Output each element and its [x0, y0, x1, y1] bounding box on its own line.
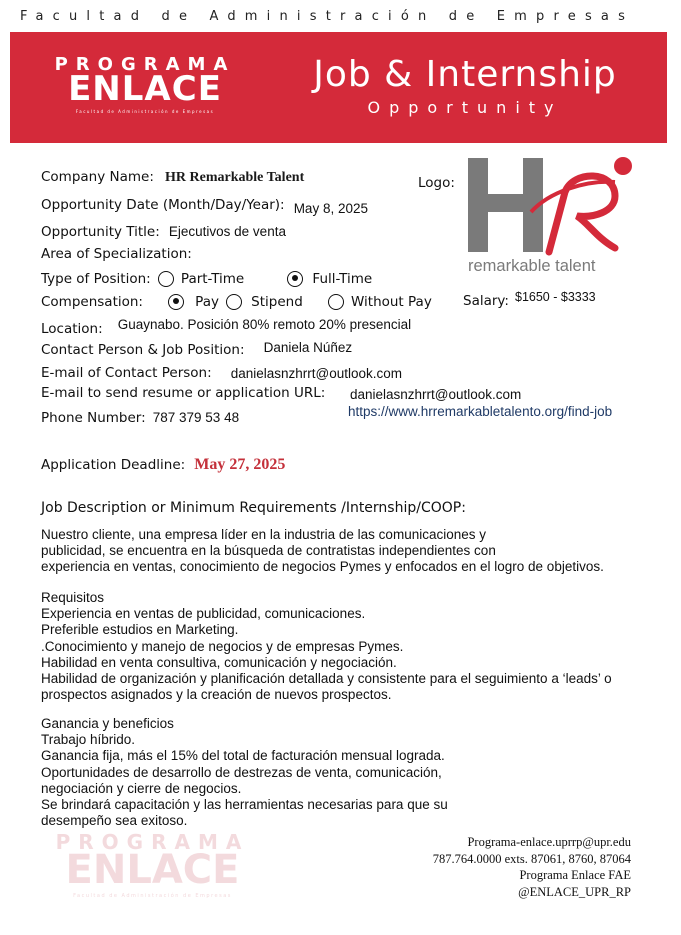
logo-program-text: PROGRAMA [54, 54, 236, 75]
requirements-list [41, 590, 621, 703]
contact-row [41, 339, 352, 358]
requirement-item: Habilidad en venta consultiva, comunicación y negociación. [41, 654, 397, 670]
company-value: HR Remarkable Talent [165, 170, 305, 185]
intro-line: Nuestro cliente, una empresa líder en la industria de las comunicaciones y [41, 527, 486, 542]
stipend-radio[interactable] [226, 294, 242, 310]
opportunity-title-value: Ejecutivos de venta [168, 224, 286, 239]
deadline-label: Application Deadline: [41, 457, 186, 473]
page-title: Job & Internship [313, 54, 617, 95]
compensation-row [41, 291, 432, 310]
email-value: danielasnzhrrt@outlook.com [230, 366, 403, 381]
resume-url-link[interactable]: https://www.hrremarkabletalento.org/find-job [348, 404, 613, 419]
requirements-heading: Requisitos [41, 590, 105, 605]
benefit-item: Se brindará capacitación y las herramientas necesarias para que su [41, 797, 448, 813]
location-row [41, 314, 412, 337]
without-pay-radio[interactable] [328, 294, 344, 310]
deadline-value: May 27, 2025 [194, 456, 286, 473]
email-row [41, 362, 402, 381]
benefit-item: Ganancia fija, más el 15% del total de facturación mensual lograda. [41, 748, 445, 764]
contact-value: Daniela Núñez [263, 340, 353, 355]
benefit-item: desempeño sea exitoso. [41, 813, 188, 829]
requirement-item: Experiencia en ventas de publicidad, comunicaciones. [41, 606, 366, 622]
benefit-item: negociación y cierre de negocios. [41, 780, 242, 796]
full-time-label: Full-Time [312, 271, 373, 287]
logo-enlace-text: ENLACE [68, 69, 222, 109]
footer-contact [433, 834, 631, 900]
position-type-row [41, 268, 372, 287]
email-label: E-mail of Contact Person: [41, 365, 212, 381]
salary-label: Salary: [463, 293, 509, 309]
opportunity-title-label: Opportunity Title: [41, 224, 160, 240]
compensation-label: Compensation: [41, 294, 143, 310]
area-label: Area of Specialization: [41, 246, 192, 262]
logo-label: Logo: [418, 175, 455, 191]
watermark-subtitle: Facultad de Administración de Empresas [73, 893, 232, 899]
location-value: Guaynabo. Posición 80% remoto 20% presencial [117, 317, 412, 332]
logo-subtitle: Facultad de Administración de Empresas [75, 109, 215, 114]
requirement-item: Preferible estudios en Marketing. [41, 622, 239, 638]
part-time-radio[interactable] [158, 271, 174, 287]
footer-name: Programa Enlace FAE [519, 868, 631, 882]
requirement-item: .Conocimiento y manejo de negocios y de empresas Pymes. [41, 638, 404, 654]
opportunity-title-row [41, 221, 286, 240]
intro-line: publicidad, se encuentra en la búsqueda de contratistas independientes con [41, 543, 496, 559]
header-banner [10, 32, 667, 143]
footer-email[interactable]: Programa-enlace.uprrp@upr.edu [467, 835, 631, 849]
faculty-name: Facultad de Administración de Empresas [20, 9, 635, 24]
pay-radio[interactable] [168, 294, 184, 310]
logo-tagline: remarkable talent [468, 257, 596, 275]
resume-email[interactable]: danielasnzhrrt@outlook.com [350, 387, 522, 402]
salary-value: $1650 - $3333 [515, 290, 596, 304]
watermark-enlace: ENLACE [65, 847, 240, 893]
requirement-item: prospectos asignados y la creación de nuevos prospectos. [41, 687, 392, 703]
footer-phone: 787.764.0000 exts. 87061, 8760, 87064 [432, 851, 631, 866]
company-logo [465, 152, 645, 282]
without-pay-label: Without Pay [350, 294, 432, 310]
location-label: Location: [41, 321, 103, 337]
phone-label: Phone Number: [41, 410, 146, 426]
resume-label: E-mail to send resume or application URL: [41, 385, 326, 401]
description-heading: Job Description or Minimum Requirements /Internship/COOP: [41, 500, 466, 516]
phone-row [41, 407, 239, 426]
benefits-list [41, 716, 621, 829]
pay-label: Pay [195, 294, 219, 310]
benefit-item: Oportunidades de desarrollo de destrezas de venta, comunicación, [41, 764, 442, 780]
contact-label: Contact Person & Job Position: [41, 342, 245, 358]
type-label: Type of Position: [41, 271, 151, 287]
page-subtitle: Opportunity [367, 98, 563, 117]
date-value: May 8, 2025 [293, 201, 368, 216]
company-row [41, 166, 304, 186]
part-time-label: Part-Time [180, 271, 245, 287]
description-intro [41, 527, 621, 576]
footer-social[interactable]: @ENLACE_UPR_RP [518, 884, 631, 899]
requirement-item: Habilidad de organización y planificación detallada y consistente para el seguimiento a ‘leads’ o [41, 671, 612, 687]
date-label: Opportunity Date (Month/Day/Year): [41, 197, 285, 213]
intro-line: experiencia en ventas, conocimiento de negocios Pymes y enfocados en el logro de objetivos. [41, 559, 604, 575]
benefits-heading: Ganancia y beneficios [41, 716, 174, 731]
phone-value: 787 379 53 48 [152, 410, 240, 425]
full-time-radio[interactable] [287, 271, 303, 287]
stipend-label: Stipend [251, 294, 303, 310]
date-row [41, 194, 368, 216]
deadline-row [41, 454, 285, 474]
company-label: Company Name: [41, 169, 154, 185]
watermark-program: PROGRAMA [55, 830, 250, 854]
benefit-item: Trabajo híbrido. [41, 732, 136, 748]
